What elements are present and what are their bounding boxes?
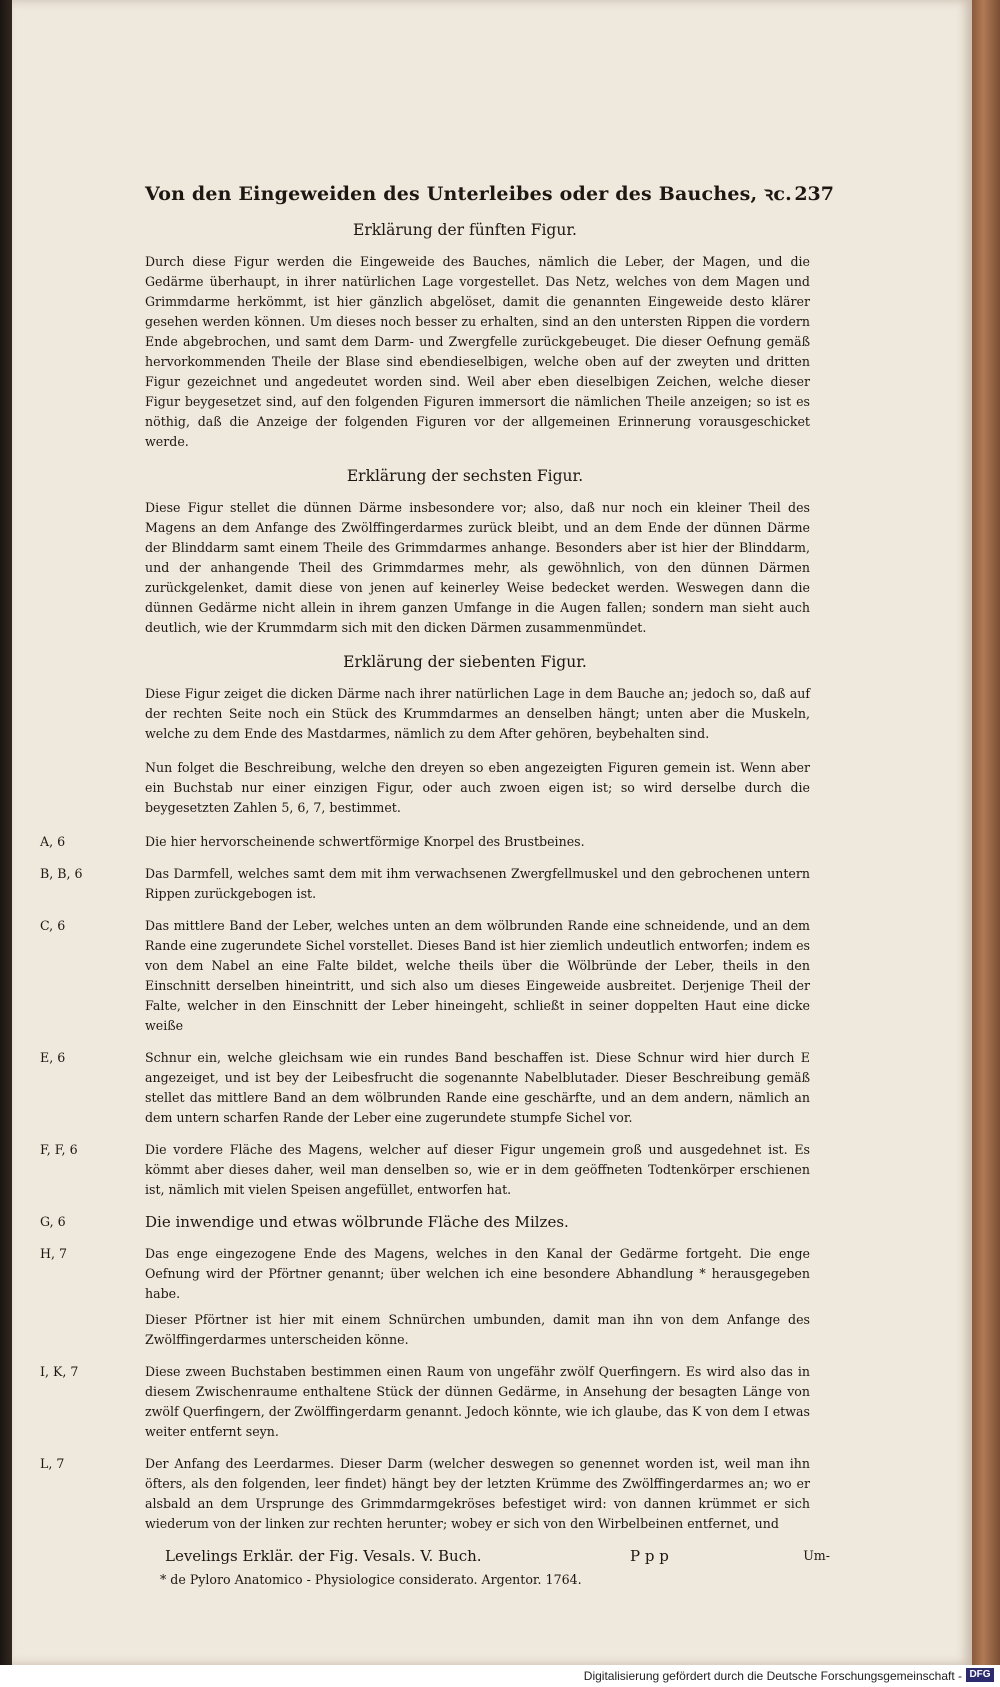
legend-item — [40, 1454, 810, 1540]
legend-text: Diese zween Buchstaben bestimmen einen Raum von ungefähr zwölf Querfingern. Es wird also das in diesem Zwischenraume enthaltene Stück der dünnen Gedärme, in Ansehung der besagten Länge von zwölf Querfingern, der Zwölffingerdarm genannt. Jedoch könnte, wie ich glaube, das K von dem I etwas weiter entfernt seyn. — [145, 1364, 810, 1439]
running-head — [40, 180, 834, 220]
legend-text: Die inwendige und etwas wölbrunde Fläche des Milzes. — [145, 1213, 569, 1231]
book-binding — [972, 0, 1000, 1665]
digitization-credit: Digitalisierung gefördert durch die Deutsche Forschungsgemeinschaft - — [583, 1669, 962, 1683]
legend-item — [40, 864, 810, 910]
page-number: 237 — [794, 183, 834, 205]
legend-text: Das mittlere Band der Leber, welches unten an dem wölbrunden Rande eine schneidende, und an dem Rande eine zugerundete Sichel vorstellet. Dieses Band ist hier ziemlich undeutlich entworfen; indem es von dem Nabel an eine Falte bildet, welche theils über die Wölbründe der Leber, theils in den Einschnitt derselben hineintritt, und sich also um dieses Eingeweide ausbreitet. Derjenige Theil der Falte, welcher in den Einschnitt der Leber hineingeht, schließt in seiner doppelten Haut eine dicke weiße — [145, 918, 810, 1033]
legend-label: A, 6 — [40, 834, 66, 849]
legend-item — [40, 916, 810, 1042]
legend-label: L, 7 — [40, 1456, 65, 1471]
section-heading-5: Erklärung der fünften Figur. — [353, 221, 577, 239]
catchword: Um- — [803, 1548, 830, 1563]
legend-text: Schnur ein, welche gleichsam wie ein rundes Band beschaffen ist. Diese Schnur wird hier durch E angezeiget, und ist bey der Leibesfrucht die sogenannte Nabelblutader. Dieser Beschreibung gemäß stellet das mittlere Band an dem wölbrunden Rande eine geschärfte, und an dem andern, nämlich an dem untern scharfen Rande der Leber eine zugerundete stumpfe Sichel vor. — [145, 1050, 810, 1125]
general-note: Nun folget die Beschreibung, welche den dreyen so eben angezeigten Figuren gemein ist. Wenn aber ein Buchstab nur einer einzigen Figur, oder auch zwoen eigen ist; so wird derselbe durch die beygesetzten Zahlen 5, 6, 7, bestimmet. — [145, 760, 810, 815]
legend-item — [40, 1244, 810, 1356]
legend-label: I, K, 7 — [40, 1364, 79, 1379]
dfg-logo: DFG — [966, 1668, 994, 1682]
legend-item — [40, 1362, 810, 1448]
legend-text: Der Anfang des Leerdarmes. Dieser Darm (welcher deswegen so genennet worden ist, weil man ihn öfters, als den folgenden, leer findet) hängt bey der letzten Krümme des Zwölffingerdarmes an; wo er alsbald an dem Ursprunge des Grimmdarmgekröses befestiget wird: von dannen krümmet er sich wiederum von der linken zur rechten herunter; wobey er sich von den Wirbelbeinen entfernet, und — [145, 1456, 810, 1531]
running-title: Von den Eingeweiden des Unterleibes oder des Bauches, ꝛc. — [145, 183, 792, 205]
signature-mark: P p p — [630, 1547, 669, 1565]
footnote: * de Pyloro Anatomico - Physiologice considerato. Argentor. 1764. — [160, 1572, 582, 1587]
legend-label: F, F, 6 — [40, 1142, 78, 1157]
signature-line — [40, 1546, 830, 1568]
legend-label: E, 6 — [40, 1050, 66, 1065]
section-heading-7: Erklärung der siebenten Figur. — [343, 653, 587, 671]
legend-item — [40, 832, 810, 858]
legend-text: Das enge eingezogene Ende des Magens, welches in den Kanal der Gedärme fortgeht. Die enge Oefnung wird der Pförtner genannt; über welchen ich eine besondere Abhandlung * herausgegeben habe. — [145, 1246, 810, 1301]
signature-title: Levelings Erklär. der Fig. Vesals. V. Buch. — [165, 1547, 482, 1565]
section-text-5: Durch diese Figur werden die Eingeweide des Bauches, nämlich die Leber, der Magen, und die Gedärme überhaupt, in ihrer natürlichen Lage vorgestellet. Das Netz, welches von dem Magen und Grimmdarme herkömmt, ist hier gänzlich abgelöset, damit die genannten Eingeweide desto klärer gesehen werden können. Um dieses noch besser zu erhalten, sind an den untersten Rippen die vordern Ende abgebrochen, und samt dem Darm- und Zwergfelle zurückgebeuget. Die dieser Oefnung gemäß hervorkommenden Theile der Blase sind ebendieselbigen, welche oben auf der zweyten und dritten Figur gezeichnet und angedeutet worden sind. Weil aber eben dieselbigen Zeichen, welche dieser Figur beygesetzet sind, auf den folgenden Figuren immersort die nämlichen Theile anzeigen; so ist es nöthig, daß die Anzeige der folgenden Figuren vor der allgemeinen Erinnerung vorausgeschicket werde. — [145, 254, 810, 449]
section-text-7: Diese Figur zeiget die dicken Därme nach ihrer natürlichen Lage in dem Bauche an; jedoch so, daß auf der rechten Seite noch ein Stück des Krummdarmes an denselben hängt; unten aber die Muskeln, welche zu dem Ende des Mastdarmes, nämlich zu dem After gehören, beybehalten sind. — [145, 686, 810, 741]
footer-bar — [0, 1665, 1000, 1687]
legend-item — [40, 1212, 810, 1238]
legend-item — [40, 1140, 810, 1206]
legend-text: Das Darmfell, welches samt dem mit ihm verwachsenen Zwergfellmuskel und den gebrochenen untern Rippen zurückgebogen ist. — [145, 866, 810, 901]
legend-text: Dieser Pförtner ist hier mit einem Schnürchen umbunden, damit man ihn von dem Anfange des Zwölffingerdarmes unterscheiden könne. — [145, 1312, 810, 1347]
legend-label: H, 7 — [40, 1246, 68, 1261]
legend-text: Die hier hervorscheinende schwertförmige Knorpel des Brustbeines. — [145, 834, 585, 849]
legend-label: B, B, 6 — [40, 866, 83, 881]
legend-label: C, 6 — [40, 918, 66, 933]
legend-text: Die vordere Fläche des Magens, welcher auf dieser Figur ungemein groß und ausgedehnet ist. Es kömmt aber dieses daher, weil man denselben so, wie er in dem geöffneten Todtenkörper erschienen ist, nämlich mit vielen Speisen angefüllet, entworfen hat. — [145, 1142, 810, 1197]
legend-item — [40, 1048, 810, 1134]
legend-label: G, 6 — [40, 1214, 66, 1229]
section-text-6: Diese Figur stellet die dünnen Därme insbesondere vor; also, daß nur noch ein kleiner Theil des Magens an dem Anfange des Zwölffingerdarmes zurück bleibt, und an dem Ende der dünnen Därme der Blinddarm samt einem Theile des Grimmdarmes anhange. Besonders aber ist hier der Blinddarm, und der anhangende Theil des Grimmdarmes mehr, als gewöhnlich, von den dünnen Därmen zurückgelenket, damit diese von jenen auf keinerley Weise bedecket werden. Weswegen dann die dünnen Gedärme nicht allein in ihrem ganzen Umfange in die Augen fallen; sondern man sieht auch deutlich, wie der Krummdarm sich mit den dicken Därmen zusammenmündet. — [145, 500, 810, 635]
section-heading-6: Erklärung der sechsten Figur. — [346, 467, 584, 485]
page-content — [40, 180, 834, 1590]
